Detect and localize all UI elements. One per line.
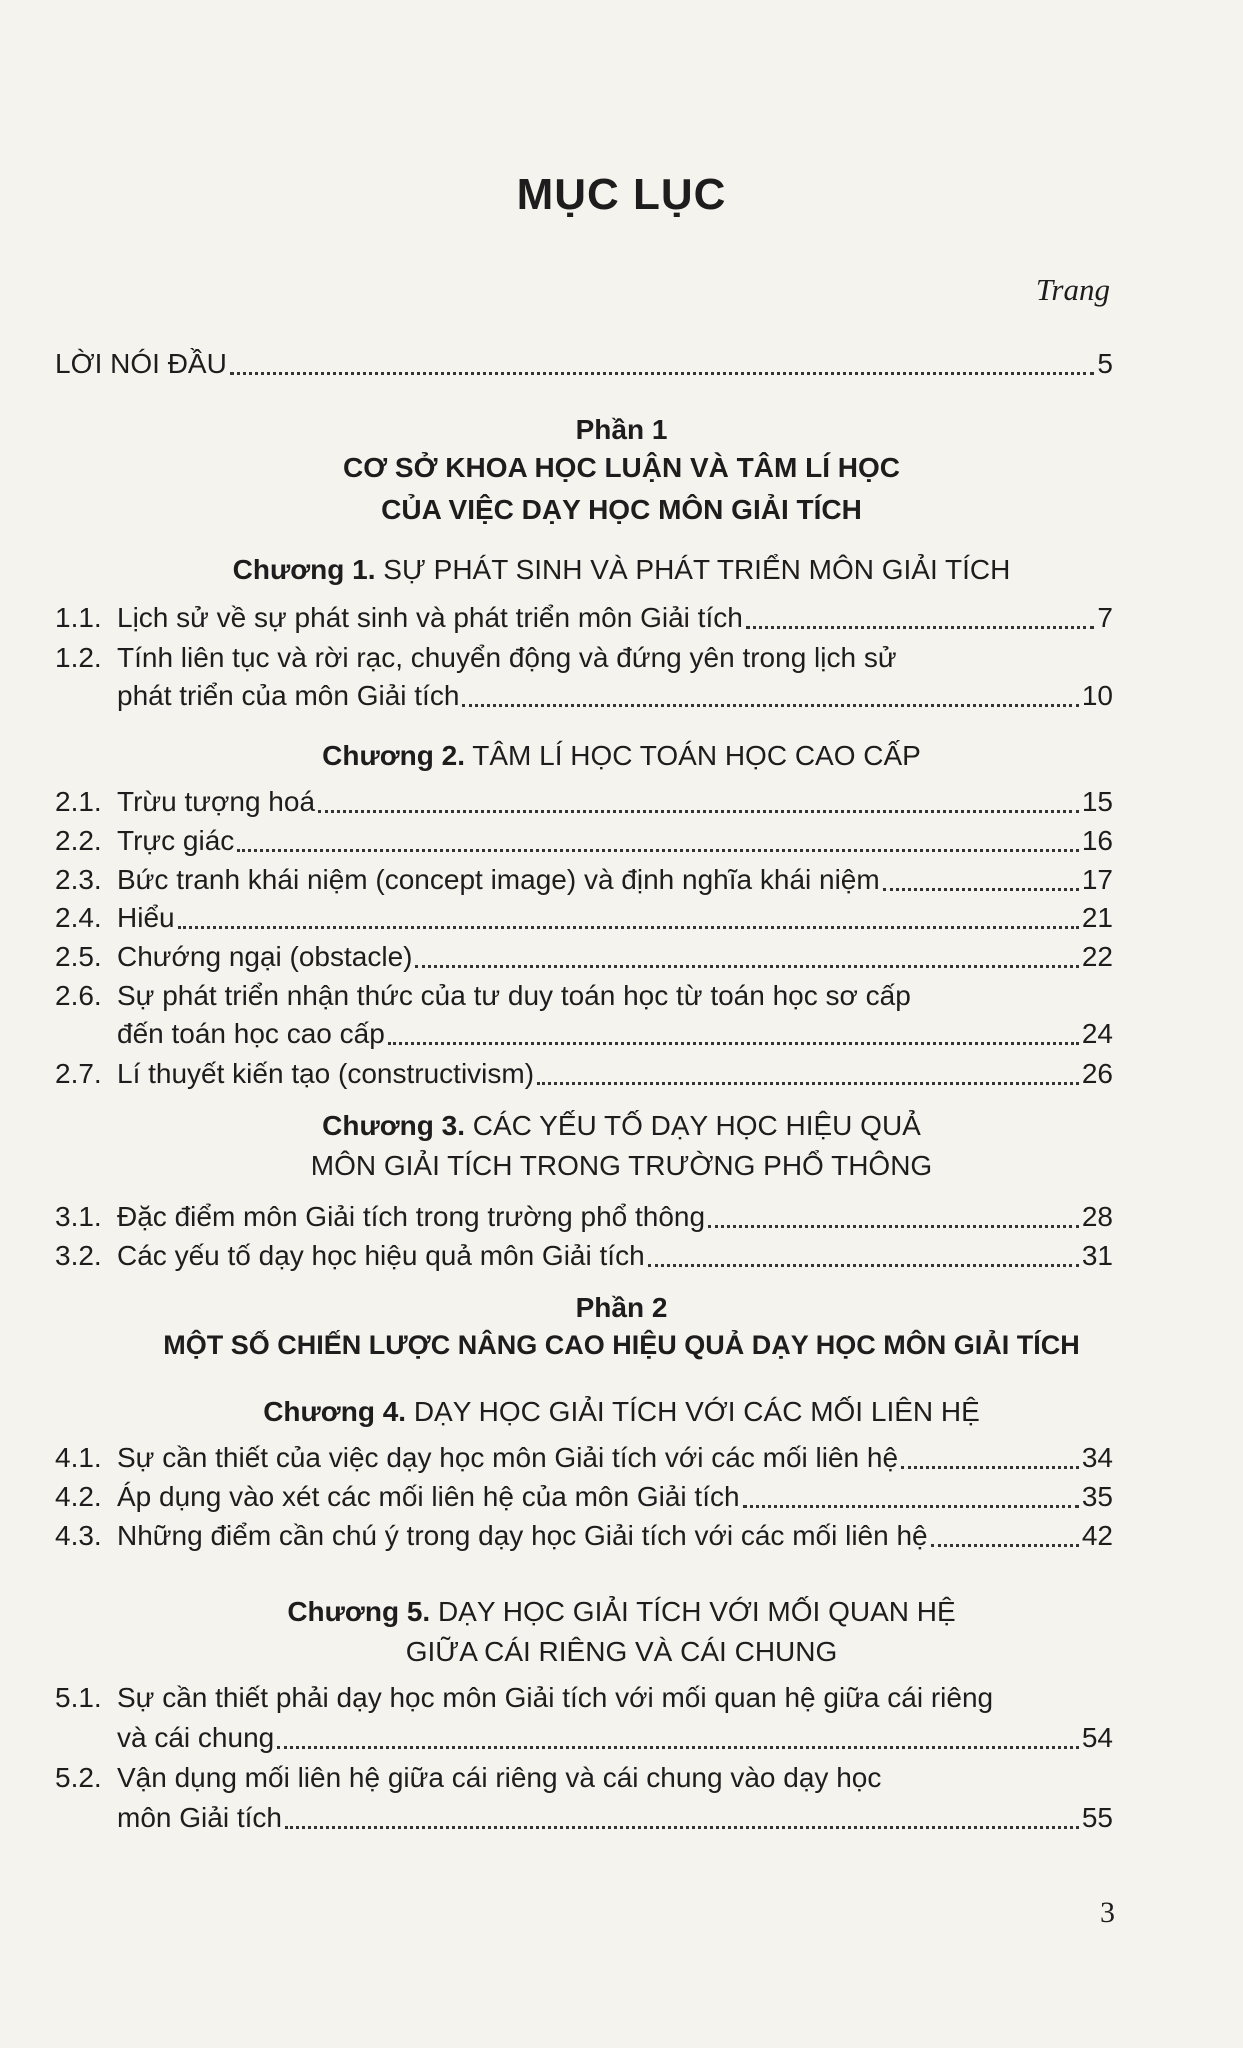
- dot-leader: [931, 1540, 1079, 1547]
- toc-entry-5-1: [55, 1682, 1113, 1722]
- entry-number: 3.1.: [55, 1201, 102, 1232]
- page-title: MỤC LỤC: [516, 170, 727, 219]
- toc-entry-5-2-cont: [55, 1802, 1113, 1842]
- chapter-label: Chương 4.: [263, 1396, 407, 1427]
- dot-leader: [277, 1742, 1079, 1749]
- part-2-title: MỘT SỐ CHIẾN LƯỢC NÂNG CAO HIỆU QUẢ DẠY HỌC MÔN GIẢI TÍCH: [163, 1330, 1080, 1360]
- toc-entry-1-2-cont: [55, 680, 1113, 720]
- chapter-label: Chương 5.: [287, 1596, 431, 1627]
- entry-page: 10: [1081, 680, 1113, 711]
- toc-entry-2-2: [55, 825, 1113, 865]
- part-1-title-line2: CỦA VIỆC DẠY HỌC MÔN GIẢI TÍCH: [381, 494, 862, 525]
- chapter-label: Chương 3.: [322, 1110, 465, 1141]
- dot-leader: [537, 1078, 1079, 1085]
- entry-number: 2.7.: [55, 1058, 102, 1089]
- entry-text: môn Giải tích: [117, 1802, 282, 1833]
- toc-entry-3-2: [55, 1240, 1113, 1280]
- dot-leader: [708, 1221, 1079, 1228]
- dot-leader: [901, 1462, 1079, 1469]
- entry-page: 21: [1081, 902, 1113, 933]
- entry-text-line1: Sự cần thiết phải dạy học môn Giải tích với mối quan hệ giữa cái riêng: [117, 1682, 994, 1713]
- entry-number: 5.1.: [55, 1682, 102, 1713]
- entry-page: 17: [1081, 864, 1113, 895]
- chapter-5-heading: [0, 1596, 1243, 1628]
- entry-text: Lí thuyết kiến tạo (constructivism): [117, 1058, 535, 1089]
- entry-number: 2.1.: [55, 786, 102, 817]
- chapter-1-heading: [0, 554, 1243, 586]
- toc-entry-2-6-cont: [55, 1018, 1113, 1058]
- entry-text: Các yếu tố dạy học hiệu quả môn Giải tích: [117, 1240, 645, 1271]
- entry-text: Đặc điểm môn Giải tích trong trường phổ thông: [117, 1201, 706, 1232]
- toc-entry-5-2: [55, 1762, 1113, 1802]
- entry-text: Lịch sử về sự phát sinh và phát triển môn Giải tích: [117, 602, 743, 633]
- entry-text: Trừu tượng hoá: [117, 786, 316, 817]
- entry-number: 1.1.: [55, 602, 102, 633]
- dot-leader: [285, 1822, 1079, 1829]
- entry-text: Sự cần thiết của việc dạy học môn Giải tích với các mối liên hệ: [117, 1442, 899, 1473]
- entry-text: Áp dụng vào xét các mối liên hệ của môn Giải tích: [117, 1481, 740, 1512]
- chapter-2-heading: [0, 740, 1243, 772]
- entry-number: 2.6.: [55, 980, 102, 1011]
- entry-text: và cái chung: [117, 1722, 275, 1753]
- entry-text: Trực giác: [117, 825, 235, 856]
- entry-number: 2.5.: [55, 941, 102, 972]
- toc-entry-1-2: [55, 642, 1113, 682]
- dot-leader: [178, 922, 1079, 929]
- dot-leader: [237, 845, 1079, 852]
- part-2-label: Phần 2: [575, 1292, 668, 1323]
- entry-number: 4.1.: [55, 1442, 102, 1473]
- dot-leader: [462, 700, 1078, 707]
- entry-text: phát triển của môn Giải tích: [117, 680, 460, 711]
- toc-entry-4-1: [55, 1442, 1113, 1482]
- dot-leader: [388, 1038, 1079, 1045]
- part-1-title-line1: CƠ SỞ KHOA HỌC LUẬN VÀ TÂM LÍ HỌC: [343, 452, 900, 483]
- entry-number: 2.4.: [55, 902, 102, 933]
- entry-page: 55: [1081, 1802, 1113, 1833]
- toc-entry-2-3: [55, 864, 1113, 904]
- chapter-title-line1: CÁC YẾU TỐ DẠY HỌC HIỆU QUẢ: [472, 1110, 921, 1141]
- entry-page: 26: [1081, 1058, 1113, 1089]
- toc-entry-2-1: [55, 786, 1113, 826]
- part-1-label: Phần 1: [575, 414, 668, 445]
- entry-page: 24: [1081, 1018, 1113, 1049]
- entry-text: Bức tranh khái niệm (concept image) và định nghĩa khái niệm: [117, 864, 880, 895]
- entry-text-line1: Tính liên tục và rời rạc, chuyển động và đứng yên trong lịch sử: [117, 642, 897, 673]
- page-column-label: Trang: [1035, 272, 1110, 307]
- entry-number: 4.3.: [55, 1520, 102, 1551]
- entry-page: 22: [1081, 941, 1113, 972]
- entry-text: Hiểu: [117, 902, 175, 933]
- dot-leader: [415, 961, 1078, 968]
- entry-page: 15: [1081, 786, 1113, 817]
- toc-entry-3-1: [55, 1201, 1113, 1241]
- entry-page: 7: [1097, 602, 1113, 633]
- chapter-label: Chương 1.: [232, 554, 376, 585]
- entry-text: Chướng ngại (obstacle): [117, 941, 413, 972]
- chapter-title-line1: DẠY HỌC GIẢI TÍCH VỚI MỐI QUAN HỆ: [437, 1596, 956, 1627]
- toc-entry-2-7: [55, 1058, 1113, 1098]
- dot-leader: [230, 368, 1095, 375]
- entry-number: 3.2.: [55, 1240, 102, 1271]
- entry-page: 31: [1081, 1240, 1113, 1271]
- chapter-5-title-line2: GIỮA CÁI RIÊNG VÀ CÁI CHUNG: [405, 1636, 838, 1667]
- chapter-title: SỰ PHÁT SINH VÀ PHÁT TRIỂN MÔN GIẢI TÍCH: [383, 554, 1011, 585]
- toc-entry-4-3: [55, 1520, 1113, 1560]
- toc-entry-4-2: [55, 1481, 1113, 1521]
- entry-number: 1.2.: [55, 642, 102, 673]
- entry-page: 28: [1081, 1201, 1113, 1232]
- entry-text: LỜI NÓI ĐẦU: [55, 348, 227, 379]
- chapter-4-heading: [0, 1396, 1243, 1428]
- toc-entry-5-1-cont: [55, 1722, 1113, 1762]
- chapter-label: Chương 2.: [322, 740, 465, 771]
- page-number: 3: [1100, 1896, 1115, 1929]
- toc-entry-preface: [55, 348, 1113, 388]
- entry-page: 54: [1081, 1722, 1113, 1753]
- chapter-3-heading: [0, 1110, 1243, 1142]
- dot-leader: [648, 1260, 1079, 1267]
- entry-text: đến toán học cao cấp: [117, 1018, 385, 1049]
- chapter-title: TÂM LÍ HỌC TOÁN HỌC CAO CẤP: [472, 740, 921, 771]
- entry-number: 2.3.: [55, 864, 102, 895]
- chapter-3-title-line2: MÔN GIẢI TÍCH TRONG TRƯỜNG PHỔ THÔNG: [310, 1150, 933, 1181]
- chapter-title: DẠY HỌC GIẢI TÍCH VỚI CÁC MỐI LIÊN HỆ: [413, 1396, 980, 1427]
- entry-page: 5: [1097, 348, 1113, 379]
- entry-page: 35: [1081, 1481, 1113, 1512]
- dot-leader: [746, 622, 1095, 629]
- entry-page: 16: [1081, 825, 1113, 856]
- toc-entry-2-5: [55, 941, 1113, 981]
- toc-entry-1-1: [55, 602, 1113, 642]
- entry-text-line1: Sự phát triển nhận thức của tư duy toán học từ toán học sơ cấp: [117, 980, 911, 1011]
- dot-leader: [883, 884, 1079, 891]
- entry-number: 5.2.: [55, 1762, 102, 1793]
- entry-text: Những điểm cần chú ý trong dạy học Giải tích với các mối liên hệ: [117, 1520, 928, 1551]
- entry-text-line1: Vận dụng mối liên hệ giữa cái riêng và cái chung vào dạy học: [117, 1762, 882, 1793]
- toc-entry-2-6: [55, 980, 1113, 1020]
- entry-page: 42: [1081, 1520, 1113, 1551]
- dot-leader: [318, 806, 1079, 813]
- entry-page: 34: [1081, 1442, 1113, 1473]
- toc-entry-2-4: [55, 902, 1113, 942]
- dot-leader: [743, 1501, 1079, 1508]
- entry-number: 2.2.: [55, 825, 102, 856]
- entry-number: 4.2.: [55, 1481, 102, 1512]
